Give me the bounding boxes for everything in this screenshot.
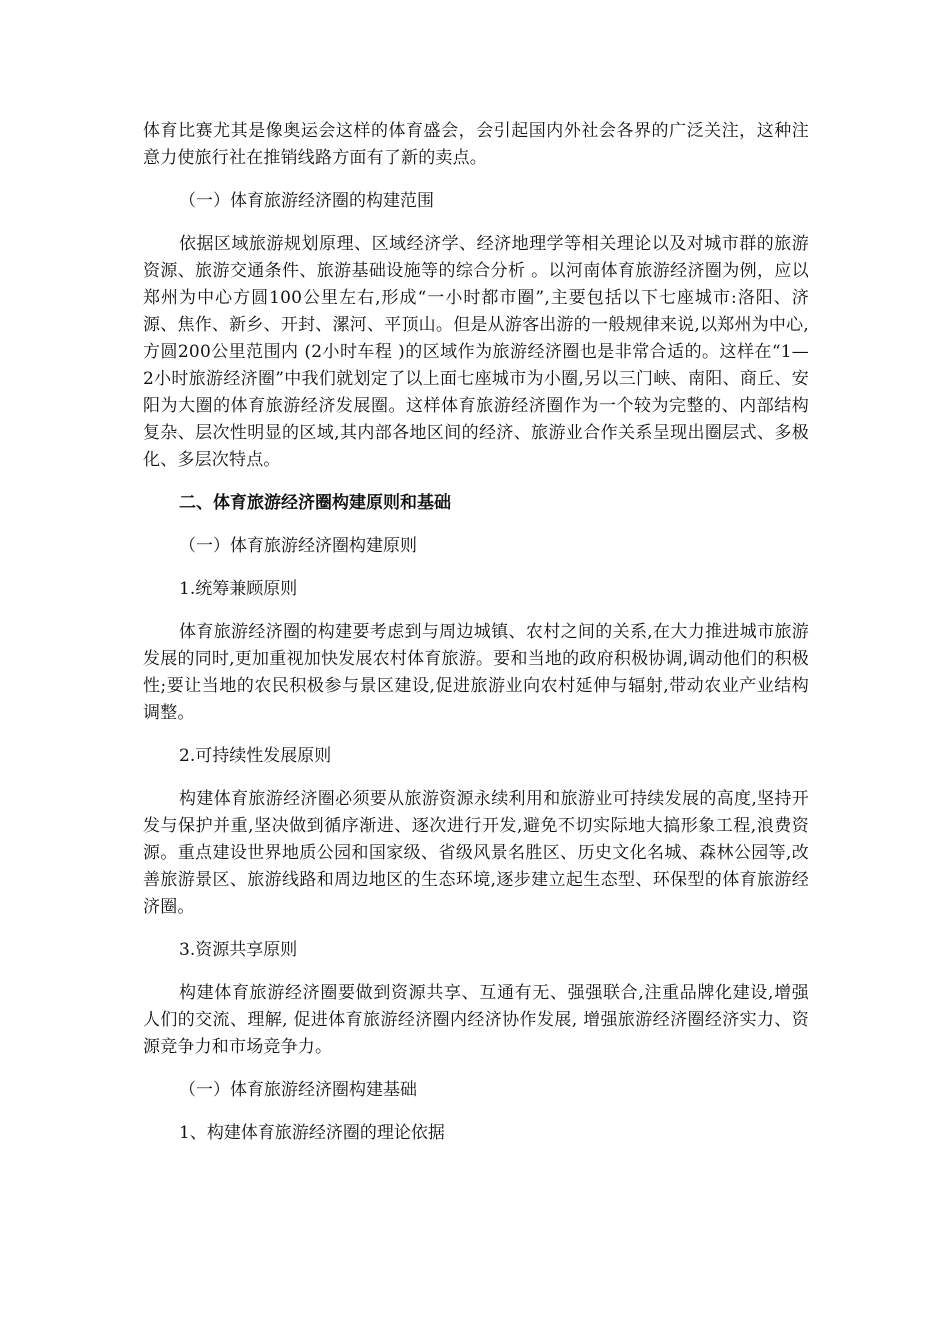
heading-basis: （一）体育旅游经济圈构建基础 [179, 1080, 417, 1100]
heading-basis-1: 1、构建体育旅游经济圈的理论依据 [179, 1123, 445, 1143]
paragraph-principle-2: 构建体育旅游经济圈必须要从旅游资源永续利用和旅游业可持续发展的高度,坚持开发与保护并重,坚决做到循序渐进、逐次进行开发,避免不切实际地大搞形象工程,浪费资源。重点建设世界地质公园和国家级、省级风景名胜区、历史文化名城、森林公园等,改善旅游景区、旅游线路和周边地区的生态环境,逐步建立起生态型、环保型的体育旅游经济圈。 [143, 789, 809, 917]
paragraph-principle-1: 体育旅游经济圈的构建要考虑到与周边城镇、农村之间的关系,在大力推进城市旅游发展的同时,更加重视加快发展农村体育旅游。要和当地的政府积极协调,调动他们的积极性;要让当地的农民积极参与景区建设,促进旅游业向农村延伸与辐射,带动农业产业结构调整。 [143, 622, 809, 723]
heading-principle-2: 2.可持续性发展原则 [179, 746, 332, 766]
paragraph-intro: 体育比赛尤其是像奥运会这样的体育盛会，会引起国内外社会各界的广泛关注，这种注意力使旅行社在推销线路方面有了新的卖点。 [143, 121, 809, 168]
paragraph-scope: 依据区域旅游规划原理、区域经济学、经济地理学等相关理论以及对城市群的旅游资源、旅游交通条件、旅游基础设施等的综合分析 。以河南体育旅游经济圈为例，应以郑州为中心方圆100公里左右,形成“一小时都市圈”,主要包括以下七座城市:洛阳、济源、焦作、新乡、开封、漯河、平顶山。但是从游客出游的一般规律来说,以郑州为中心,方圆200公里范围内 (2小时车程 )的区域作为旅游经济圈也是非常合适的。这样在“1—2小时旅游经济圈”中我们就划定了以上面七座城市为小圈,另以三门峡、南阳、商丘、安阳为大圈的体育旅游经济发展圈。这样体育旅游经济圈作为一个较为完整的、内部结构复杂、层次性明显的区域,其内部各地区间的经济、旅游业合作关系呈现出圈层式、多极化、多层次特点。 [143, 234, 809, 470]
heading-scope: （一）体育旅游经济圈的构建范围 [179, 191, 434, 211]
heading-principles: （一）体育旅游经济圈构建原则 [179, 536, 417, 556]
heading-principle-1: 1.统筹兼顾原则 [179, 579, 298, 599]
document-page [143, 118, 809, 1163]
paragraph-principle-3: 构建体育旅游经济圈要做到资源共享、互通有无、强强联合,注重品牌化建设,增强人们的交流、理解, 促进体育旅游经济圈内经济协作发展, 增强旅游经济圈经济实力、资源竞争力和市场竞争力。 [143, 983, 809, 1057]
heading-section-2: 二、体育旅游经济圈构建原则和基础 [179, 493, 451, 513]
heading-principle-3: 3.资源共享原则 [179, 940, 298, 960]
